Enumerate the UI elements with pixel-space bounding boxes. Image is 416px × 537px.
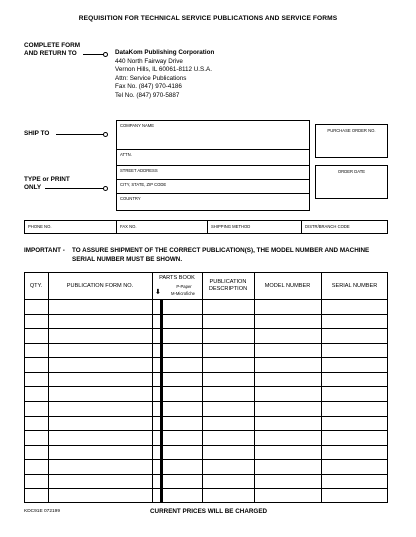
attn-field[interactable]: ATTN.	[120, 152, 132, 157]
header-serial-number: SERIAL NUMBER	[331, 283, 378, 289]
return-arrow	[83, 54, 105, 55]
order-date-label: ORDER DATE	[337, 169, 366, 174]
ship-divider-2	[116, 165, 310, 166]
country-field[interactable]: COUNTRY	[120, 196, 141, 201]
header-publication-form-no: PUBLICATION FORM NO.	[66, 283, 134, 289]
type-or-print-label	[24, 176, 70, 192]
table-row[interactable]	[24, 357, 388, 372]
header-m-microfiche: M-Microfiche	[171, 291, 195, 296]
parts-book-indicator-column	[152, 299, 162, 503]
street-address-field[interactable]: STREET ADDRESS	[120, 168, 158, 173]
ship-to-label: SHIP TO	[24, 130, 50, 137]
table-row[interactable]	[24, 474, 388, 489]
important-label: IMPORTANT -	[24, 247, 65, 254]
shipping-method-field[interactable]: SHIPPING METHOD	[211, 224, 251, 229]
header-model-number: MODEL NUMBER	[264, 283, 311, 289]
ship-to-arrow	[56, 134, 105, 135]
type-or-print-arrow	[45, 188, 105, 189]
table-row[interactable]	[24, 401, 388, 416]
city-state-zip-field[interactable]: CITY, STATE, ZIP CODE	[120, 182, 167, 187]
table-row[interactable]	[24, 372, 388, 387]
table-row[interactable]	[24, 459, 388, 474]
purchase-order-label: PURCHASE ORDER NO.	[327, 128, 376, 133]
table-row[interactable]	[24, 386, 388, 401]
contact-sep-3	[301, 220, 302, 234]
arrow-down-icon: ⬇	[155, 289, 161, 296]
company-name-field[interactable]: COMPANY NAME	[120, 123, 155, 128]
address-street: 440 North Fairway Drive	[115, 57, 183, 65]
table-row[interactable]	[24, 430, 388, 445]
important-line2: SERIAL NUMBER MUST BE SHOWN.	[72, 256, 183, 263]
header-pub-desc-line1: PUBLICATION	[209, 279, 247, 285]
header-parts-book: PARTS BOOK	[159, 275, 195, 281]
fax-field[interactable]: FAX NO.	[120, 224, 137, 229]
address-attn: Attn: Service Publications	[115, 74, 187, 82]
contact-sep-1	[116, 220, 117, 234]
address-city: Vernon Hills, IL 60061-8112 U.S.A.	[115, 66, 212, 74]
address-fax: Fax No. (847) 970-4186	[115, 83, 182, 91]
table-row[interactable]	[24, 343, 388, 358]
ship-divider-4	[116, 193, 310, 194]
header-p-paper: P-Paper	[176, 284, 192, 289]
type-or-print-line1: TYPE or PRINT	[24, 176, 70, 183]
table-row[interactable]	[24, 445, 388, 460]
important-note	[72, 246, 369, 264]
table-row[interactable]	[24, 314, 388, 329]
form-title: REQUISITION FOR TECHNICAL SERVICE PUBLICATIONS AND SERVICE FORMS	[78, 15, 338, 22]
table-row[interactable]	[24, 328, 388, 343]
important-line1: TO ASSURE SHIPMENT OF THE CORRECT PUBLICATION(S), THE MODEL NUMBER AND MACHINE	[72, 247, 370, 254]
distr-branch-field[interactable]: DISTR/BRANCH CODE	[305, 224, 350, 229]
header-qty: QTY.	[29, 283, 43, 289]
form-code: KDC91E 072199	[24, 509, 61, 514]
header-publication-description	[202, 279, 254, 293]
table-row[interactable]	[24, 299, 388, 314]
address-tel: Tel No. (847) 970-5887	[115, 91, 180, 99]
ship-divider-3	[116, 179, 310, 180]
phone-field[interactable]: PHONE NO.	[28, 224, 52, 229]
type-or-print-line2: ONLY	[24, 184, 42, 191]
ship-divider-1	[116, 149, 310, 150]
complete-form-line1: COMPLETE FORM	[24, 42, 81, 49]
return-address	[115, 49, 214, 101]
prices-note: CURRENT PRICES WILL BE CHARGED	[150, 508, 268, 515]
header-pub-desc-line2: DESCRIPTION	[208, 286, 248, 292]
table-row[interactable]	[24, 488, 388, 503]
complete-form-line2: AND RETURN TO	[24, 50, 77, 57]
complete-form-label	[24, 42, 80, 58]
contact-sep-2	[207, 220, 208, 234]
address-company: DataKom Publishing Corporation	[115, 49, 215, 56]
publications-table	[24, 272, 388, 503]
table-row[interactable]	[24, 416, 388, 431]
